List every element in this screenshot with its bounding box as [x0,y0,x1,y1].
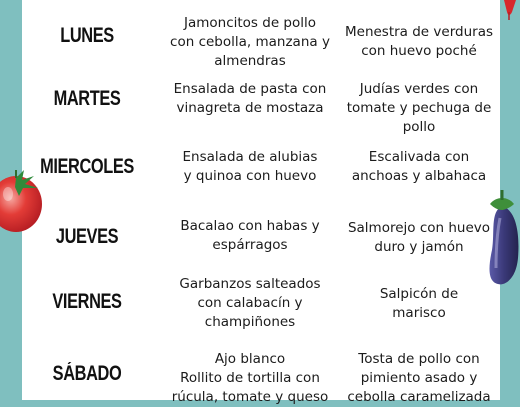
dinner-line: anchoas y albahaca [351,168,487,184]
dinner-line: marisco [392,305,446,321]
dinner-line: Salmorejo con huevo [347,220,491,236]
day-label: JUEVES [55,225,119,248]
lunch-line: vinagreta de mostaza [176,100,324,116]
menu-sheet [22,0,500,405]
lunch-line: y quinoa con huevo [183,168,317,184]
lunch-line: Ensalada de alubias [182,149,318,165]
dinner-dish [330,285,508,323]
day-label: VIERNES [52,290,122,313]
lunch-line: con cebolla, manzana y [170,34,330,50]
dinner-line: pimiento asado y [360,370,478,386]
lunch-line: rúcula, tomate y queso [171,389,329,405]
dinner-line: Tosta de pollo con [358,351,480,367]
dinner-dish [330,148,508,186]
dinner-line: Judías verdes con [359,81,479,97]
day-label: SÁBADO [52,362,122,385]
dinner-line: con huevo poché [361,43,477,59]
eggplant-icon [480,188,520,288]
lunch-line: almendras [214,53,286,69]
lunch-dish [150,14,350,71]
dinner-line: Escalivada con [368,149,470,165]
lunch-line: champiñones [204,314,296,330]
lunch-dish [150,217,350,255]
radish-icon [500,0,520,20]
dinner-line: Menestra de verduras [344,24,493,40]
day-label: LUNES [60,24,114,47]
lunch-line: con calabacín y [197,295,303,311]
dinner-dish [330,23,508,61]
lunch-line: Bacalao con habas y [180,218,320,234]
dinner-line: tomate y pechuga de [346,100,492,116]
lunch-dish [150,148,350,186]
dinner-line: Salpicón de [379,286,459,302]
lunch-dish [150,350,350,407]
lunch-line: Ensalada de pasta con [173,81,327,97]
lunch-line: Jamoncitos de pollo [183,15,317,31]
lunch-line: Garbanzos salteados [179,276,321,292]
dinner-line: pollo [402,119,436,135]
lunch-dish [150,80,350,118]
day-label: MIERCOLES [40,155,134,178]
dinner-line: duro y jamón [374,239,464,255]
lunch-dish [150,275,350,332]
lunch-line: espárragos [212,237,288,253]
lunch-line: Ajo blanco [214,351,286,367]
dinner-dish [330,80,508,137]
lunch-line: Rollito de tortilla con [180,370,320,386]
day-label: MARTES [53,87,121,110]
dinner-dish [330,350,508,407]
tomato-icon [0,166,50,236]
dinner-line: cebolla caramelizada [347,389,491,405]
